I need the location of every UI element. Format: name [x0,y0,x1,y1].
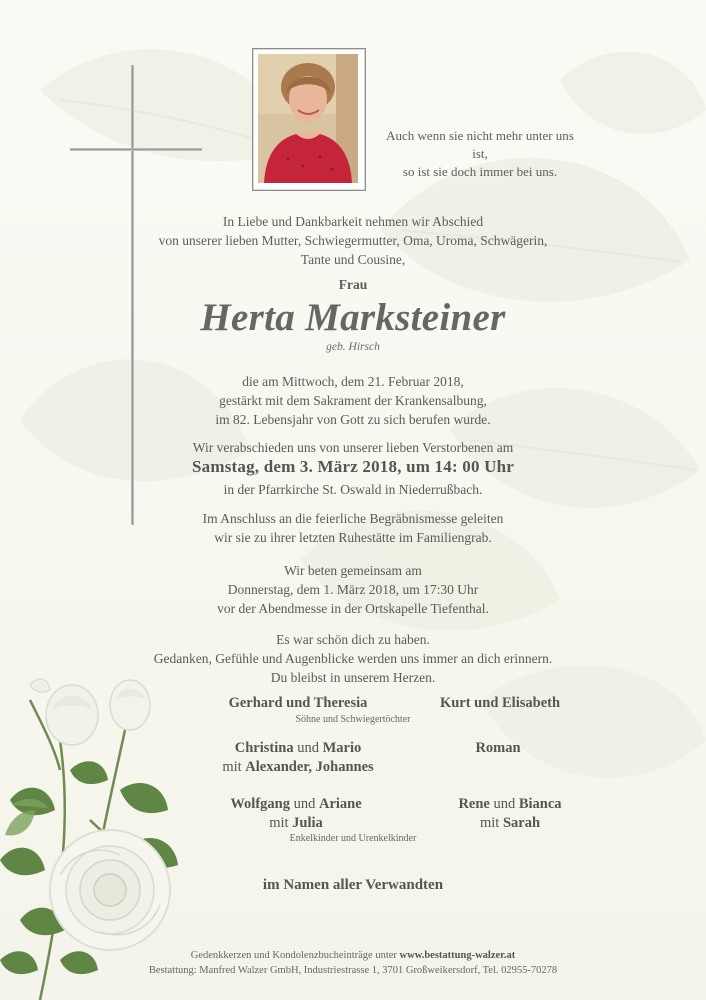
prayer-line-1: Wir beten gemeinsam am [284,563,422,578]
footer-website-link[interactable]: www.bestattung-walzer.at [399,950,516,961]
family-name: Sarah [502,815,541,831]
death-line-1: die am Mittwoch, dem 21. Februar 2018, [242,374,464,389]
funeral-place: in der Pfarrkirche St. Oswald in Niederrußbach. [223,482,483,497]
family-name: Roman [475,740,521,756]
intro-line-2: von unserer lieben Mutter, Schwiegermutter, Oma, Uroma, Schwägerin, [158,233,548,248]
footer-text: Gedenkkerzen und Kondolenzbucheinträge unter [190,950,397,961]
poem-line-3: Du bleibst in unserem Herzen. [270,670,436,685]
deceased-name: Herta Marksteiner [200,296,506,339]
salutation: Frau [338,277,368,292]
intro-line-3: Tante und Cousine, [300,252,406,267]
burial-notice [0,509,706,547]
maiden-name: geb. Hirsch [326,341,380,353]
family-caption-grandchildren: Enkelkinder und Urenkelkinder [289,833,417,844]
quote-line-2: so ist sie doch immer bei uns. [402,164,558,179]
family-name: Christina [234,740,294,756]
family-connector: mit [222,759,242,775]
quote-line-1: Auch wenn sie nicht mehr unter uns ist, [386,128,574,161]
death-line-3: im 82. Lebensjahr von Gott zu sich berufen wurde. [215,412,491,427]
funeral-intro: Wir verabschieden uns von unserer lieben Verstorbenen am [192,440,514,455]
family-connector: mit [269,815,289,831]
prayer-line-2: Donnerstag, dem 1. März 2018, um 17:30 Uhr [227,582,479,597]
burial-line-2: wir sie zu ihrer letzten Ruhestätte im Familiengrab. [214,530,492,545]
prayer-line-3: vor der Abendmesse in der Ortskapelle Tiefenthal. [217,601,489,616]
family-name: Bianca [518,796,562,812]
cross-horizontal-beam [70,148,202,151]
family-name: Rene [458,796,490,812]
family-name: Gerhard und Theresia [228,695,368,711]
family-connector: mit [479,815,500,831]
family-sons-right [400,694,600,713]
poem-line-2: Gedanken, Gefühle und Augenblicke werden uns immer an dich erinnern. [153,651,553,666]
family-daughter-group [198,739,398,777]
family-grandson [398,739,598,758]
family-connector: und [493,796,516,812]
prayer-notice [0,561,706,618]
family-name: Kurt und Elisabeth [439,695,561,711]
intro-text [0,212,706,269]
burial-line-1: Im Anschluss an die feierliche Begräbnismesse geleiten [202,511,504,526]
family-grandchild-group-left [196,795,396,833]
family-name: Alexander, Johannes [245,759,374,775]
family-connector: und [293,796,316,812]
quote-text [380,127,580,181]
family-caption-sons: Söhne und Schwiegertöchter [295,714,411,725]
footer-line-2: Bestattung: Manfred Walzer GmbH, Industriestrasse 1, 3701 Großweikersdorf, Tel. 02955-70278 [148,965,558,976]
funeral-date: Samstag, dem 3. März 2018, um 14: 00 Uhr [192,457,514,476]
family-grandchild-group-right [410,795,610,833]
death-line-2: gestärkt mit dem Sakrament der Krankensalbung, [219,393,487,408]
family-connector: und [297,740,319,756]
family-name: Julia [292,815,323,831]
poem-line-1: Es war schön dich zu haben. [276,632,430,647]
family-sons-left [198,694,398,713]
portrait-photo-frame [252,48,366,191]
closing-line: im Namen aller Verwandten [262,877,444,893]
family-name: Mario [322,740,362,756]
death-notice [0,372,706,429]
family-name: Wolfgang [230,796,290,812]
white-rose-illustration [0,660,200,1000]
family-name: Ariane [318,796,362,812]
intro-line-1: In Liebe und Dankbarkeit nehmen wir Abschied [222,214,484,229]
portrait-photo [258,54,358,183]
